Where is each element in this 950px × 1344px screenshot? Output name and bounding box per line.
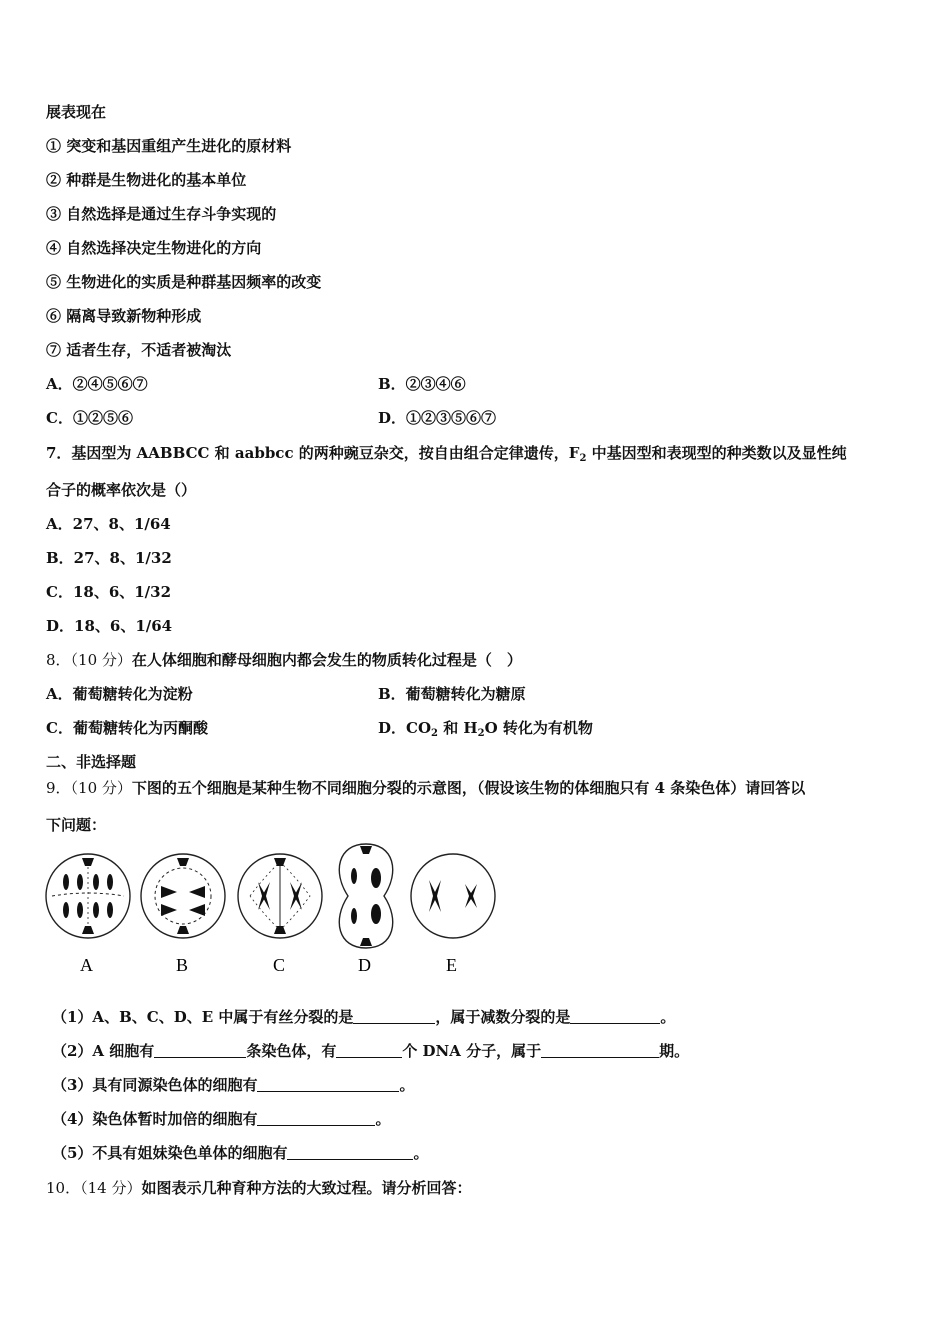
cell-division-figure xyxy=(40,842,510,978)
q10-stem xyxy=(46,1178,471,1198)
q8-option-d-sub2: 2 xyxy=(477,728,485,739)
q9-sub2-text3: 个 DNA 分子，属于 xyxy=(402,1042,542,1060)
q8-option-d-part2: 和 H xyxy=(437,719,478,737)
q9-sub2-text1: （2）A 细胞有 xyxy=(52,1042,155,1060)
q7-stem-line2: 合子的概率依次是（） xyxy=(46,481,197,499)
prev-option-d: D．①②③⑤⑥⑦ xyxy=(378,409,497,427)
q7-option-d: D．18、6、1/64 xyxy=(46,617,173,635)
q9-stem-line2: 下问题： xyxy=(46,816,107,834)
label-a: A xyxy=(80,955,93,975)
q9-score: （10 分） xyxy=(70,779,132,797)
q9-sub4 xyxy=(52,1109,390,1129)
answer-blank[interactable] xyxy=(541,1043,659,1058)
q9-sub2-text2: 条染色体，有 xyxy=(246,1042,337,1060)
label-e: E xyxy=(446,955,457,975)
prev-question-tail: 展表现在 xyxy=(46,103,107,121)
q7-option-c: C．18、6、1/32 xyxy=(46,583,172,601)
label-d: D xyxy=(358,955,371,975)
q9-stem-text: 下图的五个细胞是某种生物不同细胞分裂的示意图，（假设该生物的体细胞只有 4 条染色体）请回答以 xyxy=(131,779,806,797)
q7-stem-part2: 中基因型和表现型的种类数以及显性纯 xyxy=(586,444,847,462)
q9-sub1-text1: （1）A、B、C、D、E 中属于有丝分裂的是 xyxy=(52,1008,354,1026)
q7-option-a: A．27、8、1/64 xyxy=(46,515,171,533)
cell-a xyxy=(46,854,130,938)
answer-blank[interactable] xyxy=(353,1009,435,1024)
statement-3: ③ 自然选择是通过生存斗争实现的 xyxy=(46,205,277,223)
q8-number: 8． xyxy=(46,651,71,669)
q10-score: （14 分） xyxy=(80,1179,142,1197)
q8-option-d-part1: D．CO xyxy=(378,719,432,737)
prev-option-c: C．①②⑤⑥ xyxy=(46,409,133,427)
statement-7: ⑦ 适者生存，不适者被淘汰 xyxy=(46,341,232,359)
q9-number: 9． xyxy=(46,779,71,797)
answer-blank[interactable] xyxy=(287,1145,413,1160)
answer-blank[interactable] xyxy=(570,1009,660,1024)
answer-blank[interactable] xyxy=(336,1043,402,1058)
cell-c xyxy=(238,854,322,938)
label-b: B xyxy=(176,955,189,975)
q9-sub5-text2: 。 xyxy=(413,1144,429,1162)
statement-5: ⑤ 生物进化的实质是种群基因频率的改变 xyxy=(46,273,322,291)
q9-sub2-text4: 期。 xyxy=(659,1042,690,1060)
q9-sub5-text1: （5）不具有姐妹染色单体的细胞有 xyxy=(52,1144,288,1162)
statement-2: ② 种群是生物进化的基本单位 xyxy=(46,171,247,189)
q10-number: 10． xyxy=(46,1179,81,1197)
cell-e xyxy=(411,854,495,938)
q8-option-d-part3: O 转化为有机物 xyxy=(484,719,593,737)
q8-stem-text: 在人体细胞和酵母细胞内都会发生的物质转化过程是（ ） xyxy=(131,651,522,669)
q7-stem-line1 xyxy=(46,443,847,469)
statement-1: ① 突变和基因重组产生进化的原材料 xyxy=(46,137,292,155)
q9-sub3-text1: （3）具有同源染色体的细胞有 xyxy=(52,1076,258,1094)
answer-blank[interactable] xyxy=(257,1077,399,1092)
answer-blank[interactable] xyxy=(257,1111,375,1126)
answer-blank[interactable] xyxy=(154,1043,246,1058)
q7-option-b: B．27、8、1/32 xyxy=(46,549,172,567)
cell-d xyxy=(339,844,392,948)
statement-4: ④ 自然选择决定生物进化的方向 xyxy=(46,239,262,257)
q9-stem-line1 xyxy=(46,778,805,798)
q9-sub4-text1: （4）染色体暂时加倍的细胞有 xyxy=(52,1110,258,1128)
prev-option-b: B．②③④⑥ xyxy=(378,375,466,393)
q9-sub4-text2: 。 xyxy=(375,1110,391,1128)
q8-option-c: C．葡萄糖转化为丙酮酸 xyxy=(46,719,208,737)
q8-stem xyxy=(46,650,522,670)
q8-option-d-sub1: 2 xyxy=(431,728,438,739)
q9-sub1-text2: ，属于减数分裂的是 xyxy=(435,1008,571,1026)
q9-sub1-text3: 。 xyxy=(660,1008,676,1026)
q7-subscript: 2 xyxy=(579,453,587,464)
label-c: C xyxy=(273,955,286,975)
q8-option-b: B．葡萄糖转化为糖原 xyxy=(378,685,526,703)
q9-sub3 xyxy=(52,1075,414,1095)
q8-option-a: A．葡萄糖转化为淀粉 xyxy=(46,685,193,703)
section-heading: 二、非选择题 xyxy=(46,753,137,771)
statement-6: ⑥ 隔离导致新物种形成 xyxy=(46,307,202,325)
q9-sub3-text2: 。 xyxy=(399,1076,415,1094)
cell-b xyxy=(141,854,225,938)
q9-sub5 xyxy=(52,1143,428,1163)
prev-option-a: A．②④⑤⑥⑦ xyxy=(46,375,148,393)
q9-sub1 xyxy=(52,1007,675,1027)
q8-score: （10 分） xyxy=(70,651,132,669)
q7-stem-part1: 7．基因型为 AABBCC 和 aabbcc 的两种豌豆杂交，按自由组合定律遗传，F xyxy=(46,444,580,462)
q8-option-d xyxy=(378,718,593,744)
q9-sub2 xyxy=(52,1041,689,1061)
q10-stem-text: 如图表示几种育种方法的大致过程。请分析回答： xyxy=(141,1179,472,1197)
